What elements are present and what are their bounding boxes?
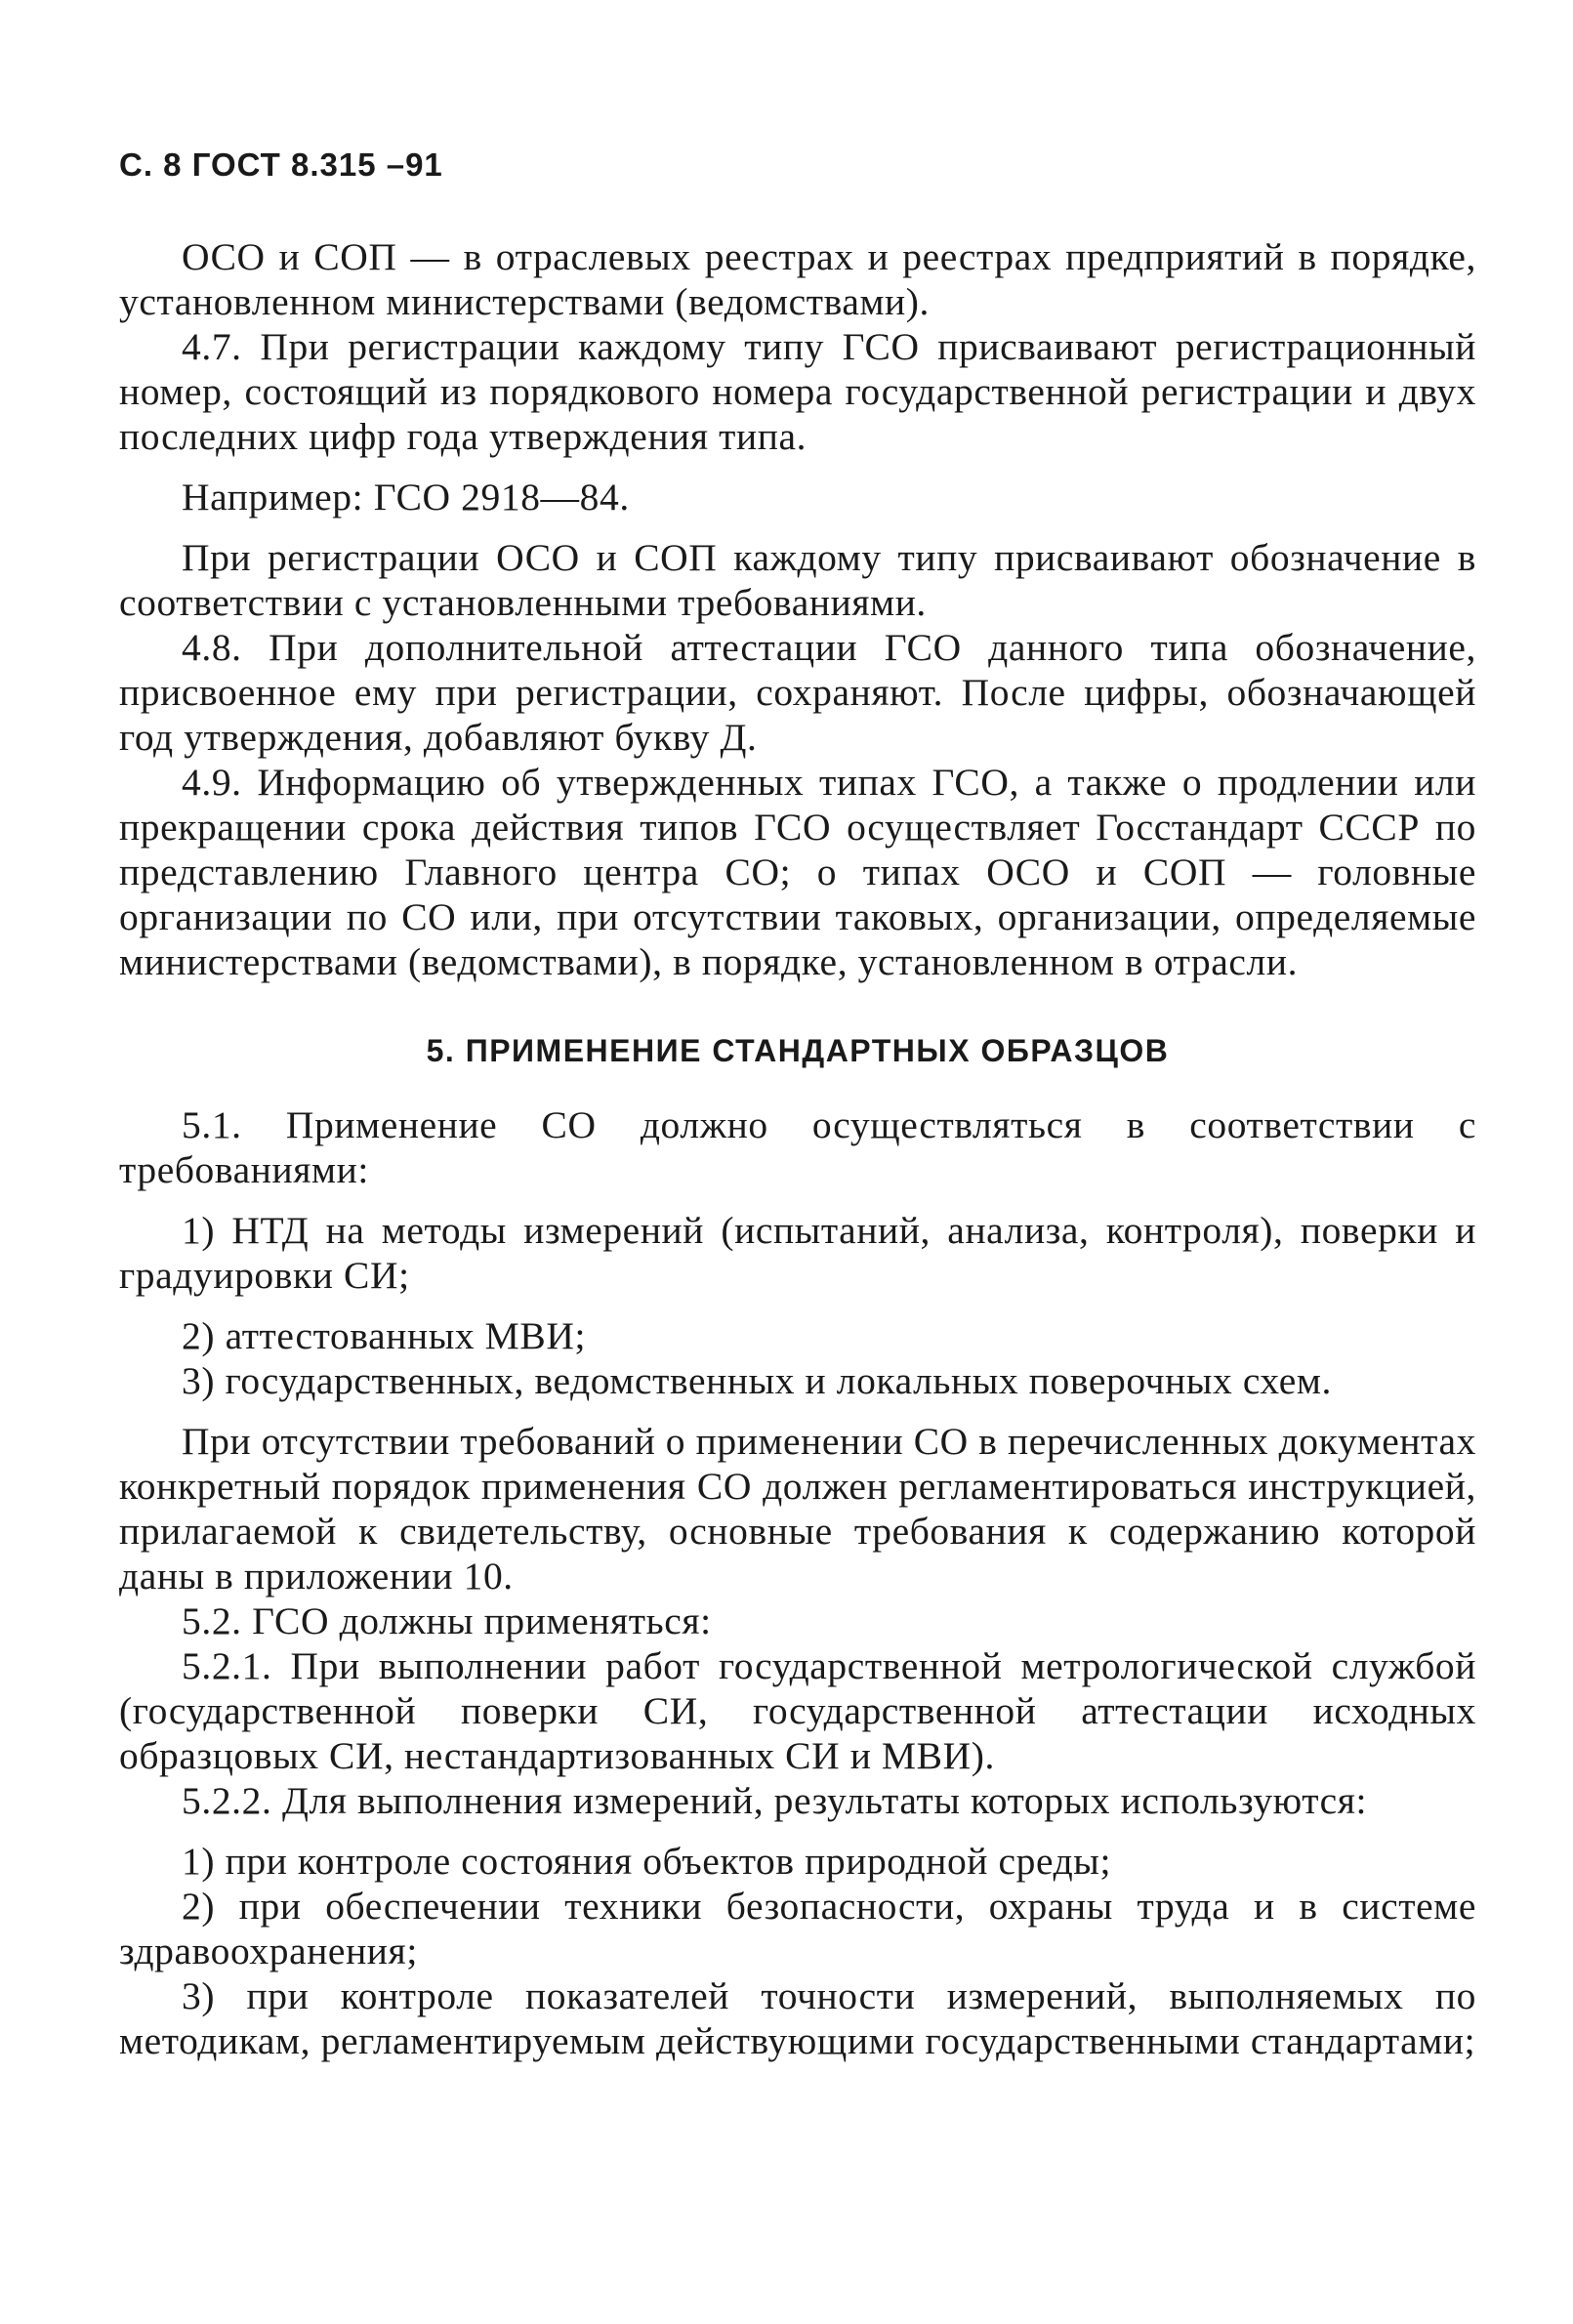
paragraph-5-1: 5.1. Применение СО должно осуществляться в соответствии с требованиями: xyxy=(119,1103,1476,1191)
paragraph-oso-sop-designation: При регистрации ОСО и СОП каждому типу присваивают обозначение в соответствии с установленными требованиями. xyxy=(119,536,1476,624)
list-item-5-2-2-3: 3) при контроле показателей точности измерений, выполняемых по методикам, регламентируемым действующими государственными стандартами; xyxy=(119,1974,1476,2062)
list-item-5-1-1: 1) НТД на методы измерений (испытаний, анализа, контроля), поверки и градуировки СИ; xyxy=(119,1209,1476,1297)
list-item-5-2-2-2: 2) при обеспечении техники безопасности, охраны труда и в системе здравоохранения; xyxy=(119,1885,1476,1972)
document-page xyxy=(119,146,1476,2063)
paragraph-5-2: 5.2. ГСО должны применяться: xyxy=(182,1599,712,1642)
paragraph-registries: ОСО и СОП — в отраслевых реестрах и реестрах предприятий в порядке, установленном министерствами (ведомствами). xyxy=(119,235,1476,323)
paragraph-4-9: 4.9. Информацию об утвержденных типах ГСО, а также о продлении или прекращении срока действия типов ГСО осуществляет Госстандарт СССР по представлению Главного центра СО; о типах ОСО и СОП — головные организации по СО или, при отсутствии таковых, организации, определяемые министерствами (ведомствами), в порядке, установленном в отрасли. xyxy=(119,761,1476,983)
paragraph-absence-requirements: При отсутствии требований о применении СО в перечисленных документах конкретный порядок применения СО должен регламентироваться инструкцией, прилагаемой к свидетельству, основные требования к содержанию которой даны в приложении 10. xyxy=(119,1420,1476,1598)
paragraph-5-2-2: 5.2.2. Для выполнения измерений, результаты которых используются: xyxy=(182,1779,1368,1822)
page-header: С. 8 ГОСТ 8.315 –91 xyxy=(119,146,443,183)
list-item-5-2-2-1: 1) при контроле состояния объектов природной среды; xyxy=(182,1840,1112,1883)
section-title: 5. ПРИМЕНЕНИЕ СТАНДАРТНЫХ ОБРАЗЦОВ xyxy=(426,1033,1170,1068)
paragraph-4-7: 4.7. При регистрации каждому типу ГСО присваивают регистрационный номер, состоящий из порядкового номера государственной регистрации и двух последних цифр года утверждения типа. xyxy=(119,325,1476,458)
paragraph-4-8: 4.8. При дополнительной аттестации ГСО данного типа обозначение, присвоенное ему при регистрации, сохраняют. После цифры, обозначающей год утверждения, добавляют букву Д. xyxy=(119,626,1476,759)
list-item-5-1-3: 3) государственных, ведомственных и локальных поверочных схем. xyxy=(182,1359,1332,1402)
paragraph-5-2-1: 5.2.1. При выполнении работ государственной метрологической службой (государственной поверки СИ, государственной аттестации исходных образцовых СИ, нестандартизованных СИ и МВИ). xyxy=(119,1644,1476,1777)
paragraph-example: Например: ГСО 2918—84. xyxy=(182,476,630,519)
list-item-5-1-2: 2) аттестованных МВИ; xyxy=(182,1314,587,1357)
